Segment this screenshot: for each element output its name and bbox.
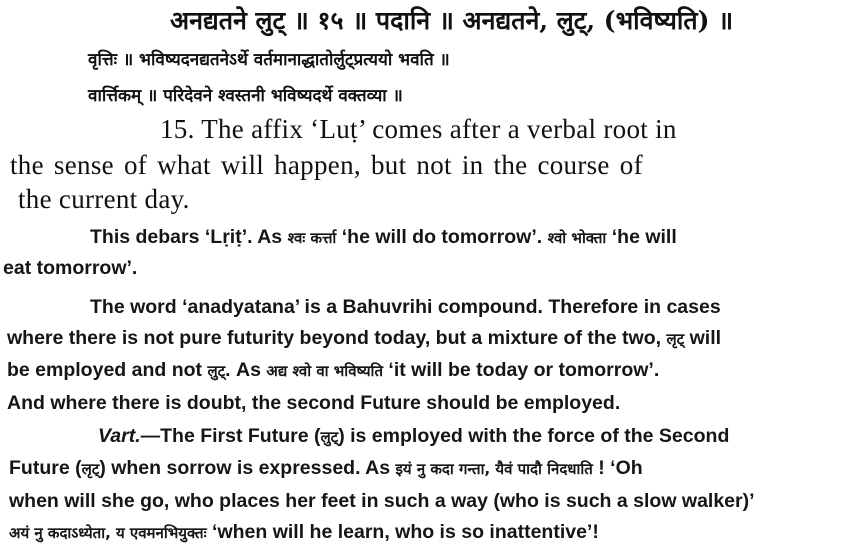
para3-text-e: ! ‘Oh xyxy=(592,457,643,479)
para3-line-2 xyxy=(9,459,643,479)
para2-sanskrit-1: लृट् xyxy=(666,330,685,348)
para1-text-c: ‘he will xyxy=(606,226,677,248)
para3-sanskrit-2: लृट् xyxy=(81,460,100,478)
sutra-heading: अनद्यतने लुट् ॥ १५ ॥ पदानि ॥ अनद्यतने, लुट्, (भविष्यति) ॥ xyxy=(170,6,734,35)
para3-line-3: when will she go, who places her feet in such a way (who is such a slow walker)’ xyxy=(9,490,755,512)
para3-sanskrit-4: अयं नु कदाऽध्येता, य एवमनभियुक्तः xyxy=(9,524,207,542)
para2-sanskrit-3: अद्य श्वो वा भविष्यति xyxy=(266,362,383,380)
para3-sanskrit-3: इयं नु कदा गन्ता, यैवं पादौ निदधाति xyxy=(395,460,593,478)
para2-text-b: will xyxy=(684,327,722,349)
para2-text-e: ‘it will be today or tomorrow’. xyxy=(383,359,660,381)
para3-text-f: ‘when will he learn, who is so inattentive’! xyxy=(206,521,599,543)
para2-line-1: The word ‘anadyatana’ is a Bahuvrihi compound. Therefore in cases xyxy=(90,296,721,318)
para1-text-b: ‘he will do tomorrow’. xyxy=(336,226,548,248)
para1-line-1 xyxy=(90,228,677,248)
para1-sanskrit-2: श्वो भोक्ता xyxy=(547,229,607,247)
para1-text-a: This debars ‘Lṛiṭ’. As xyxy=(90,226,288,248)
para3-line-4 xyxy=(9,523,599,543)
translation-line-1: 15. The affix ‘Luṭ’ comes after a verbal root in xyxy=(160,114,677,144)
vartika-line: वार्त्तिकम् ॥ परिदेवने श्वस्तनी भविष्यदर्थे वक्तव्या ॥ xyxy=(88,86,403,106)
para3-line-1 xyxy=(98,427,729,447)
para2-line-2 xyxy=(7,329,721,349)
translation-line-3: the current day. xyxy=(18,184,190,214)
para2-sanskrit-2: लुट् xyxy=(207,362,226,380)
para3-text-b: ) is employed with the force of the Second xyxy=(338,425,730,447)
vritti-line: वृत्तिः ॥ भविष्यदनद्यतनेऽर्थे वर्तमानाद्धातोर्लुट्प्रत्ययो भवति ॥ xyxy=(88,50,450,70)
para2-text-a: where there is not pure futurity beyond today, but a mixture of the two, xyxy=(7,327,667,349)
translation-line-2: the sense of what will happen, but not in the course of xyxy=(10,150,643,180)
para3-text-c: Future ( xyxy=(9,457,82,479)
para2-line-3 xyxy=(7,361,659,381)
para3-text-a: —The First Future ( xyxy=(140,425,321,447)
para3-sanskrit-1: लुट् xyxy=(320,428,339,446)
para3-text-d: ) when sorrow is expressed. As xyxy=(99,457,396,479)
para2-line-4: And where there is doubt, the second Future should be employed. xyxy=(7,392,621,414)
para2-text-c: be employed and not xyxy=(7,359,208,381)
vartika-label: Vart. xyxy=(98,425,141,447)
para2-text-d: . As xyxy=(225,359,267,381)
para1-sanskrit-1: श्वः कर्त्ता xyxy=(287,229,337,247)
para1-line-2: eat tomorrow’. xyxy=(3,257,138,279)
